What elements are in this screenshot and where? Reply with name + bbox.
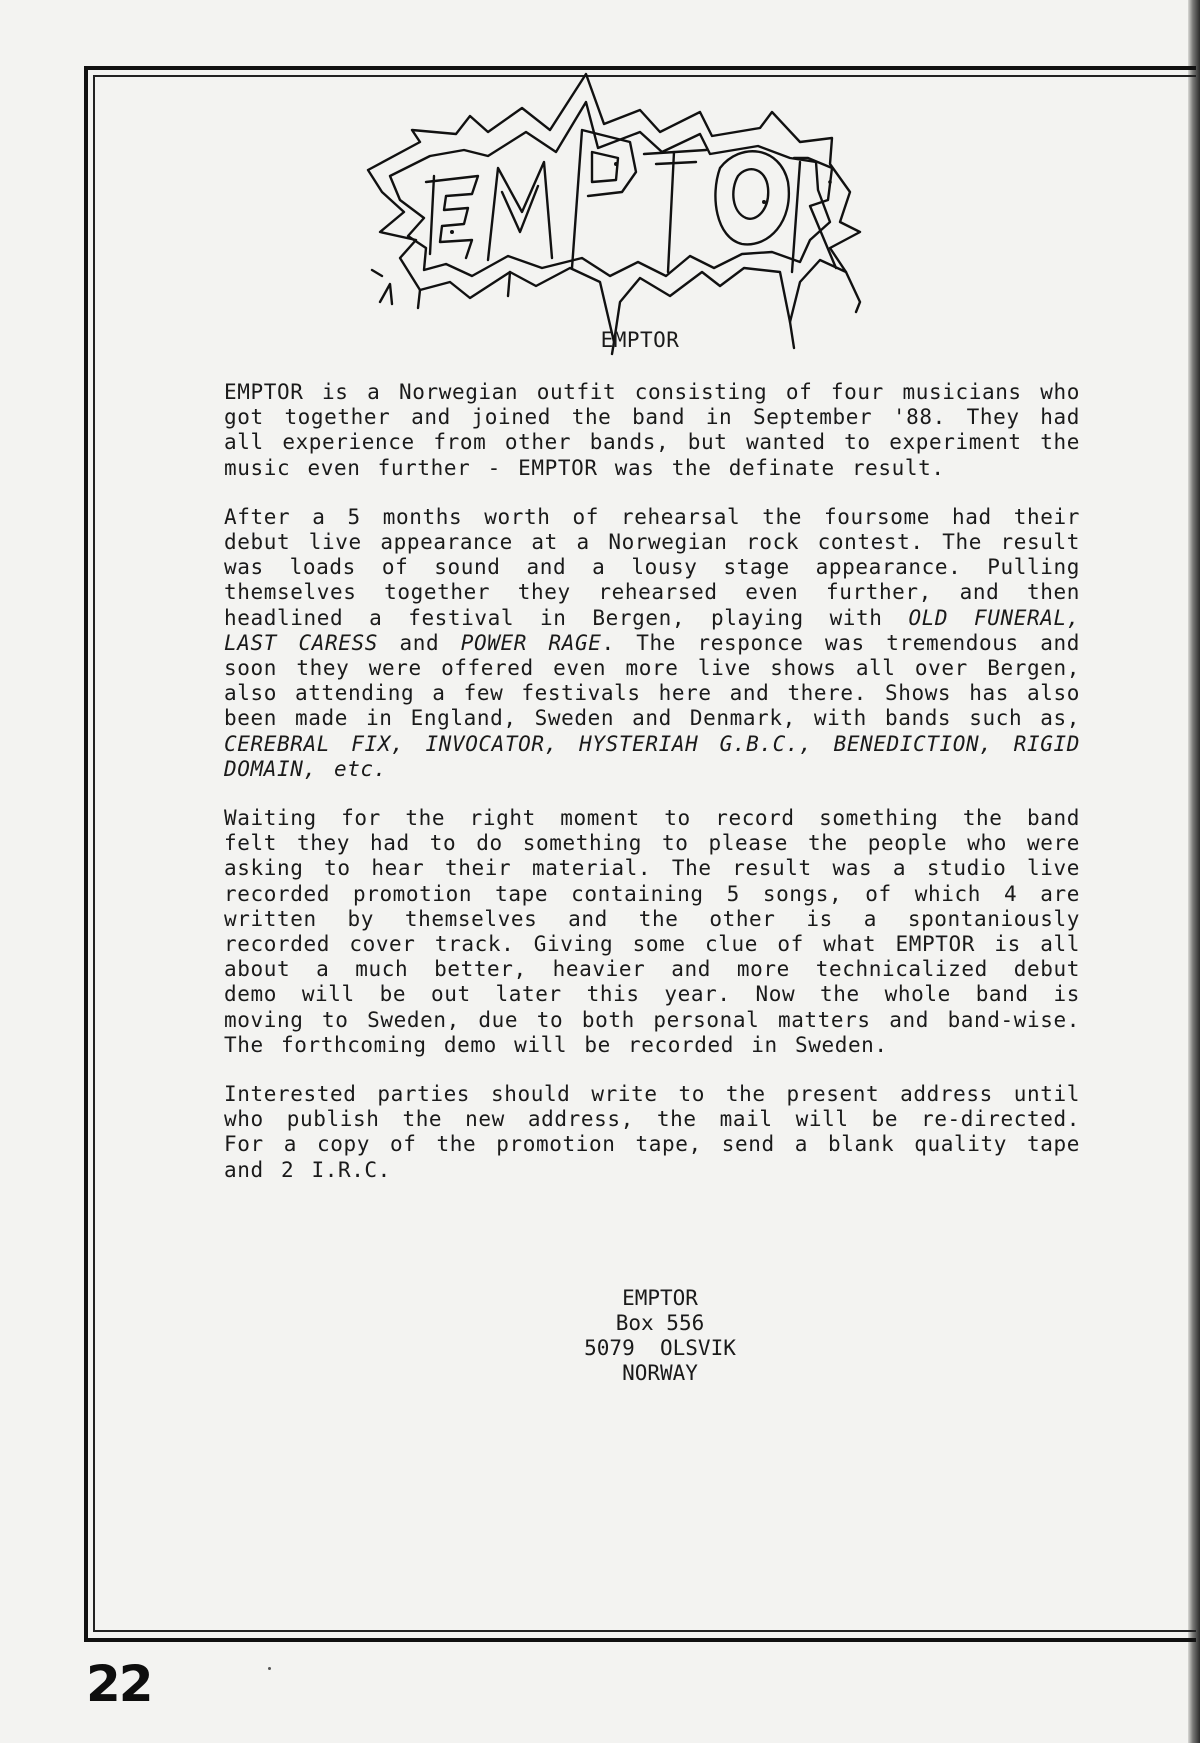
logo-caption: EMPTOR (600, 328, 680, 352)
text-segment: . The responce was tremendous and soon they were offered even more live shows all over Bergen, also attending a few festivals here and there. Shows has also been made in England, Sweden and Denmark, with bands such as, (224, 630, 1080, 731)
paragraph-contact: Interested parties should write to the present address until who publish the new address, the mail will be re-directed. For a copy of the promotion tape, send a blank quality tape and 2 I.R.C. (224, 1082, 1080, 1182)
text-segment: and (377, 630, 461, 655)
band-logo (360, 72, 960, 362)
band-names-italic: POWER RAGE (460, 630, 602, 655)
band-names-italic: CEREBRAL FIX, INVOCATOR, HYSTERIAH G.B.C., BENEDICTION, RIGID DOMAIN, etc. (224, 731, 1080, 781)
paragraph-recording: Waiting for the right moment to record something the band felt they had to do something to please the people who were asking to hear their material. The result was a studio live recorded promotion tape containing 5 songs, of which 4 are written by themselves and the other is a spontaniously recorded cover track. Giving some clue of what EMPTOR is all about a much better, heavier and more technicalized debut demo will be out later this year. Now the whole band is moving to Sweden, due to both personal matters and band-wise. The forthcoming demo will be recorded in Sweden. (224, 806, 1080, 1057)
address-line: NORWAY (622, 1361, 698, 1385)
article-body (224, 380, 1080, 1207)
contact-address (520, 1286, 800, 1386)
address-line: Box 556 (615, 1311, 705, 1335)
band-names-italic: OLD FUNERAL, LAST CARESS (224, 605, 1080, 655)
text-segment: After a 5 months worth of rehearsal the foursome had their debut live appearance at a Norwegian rock contest. The result was loads of sound and a lousy stage appearance. Pulling themselves together they rehearsed even further, and then headlined a festival in Bergen, playing with (224, 504, 1080, 630)
paragraph-live-history (224, 505, 1080, 782)
page-number: 22 (86, 1655, 152, 1713)
address-line: 5079 OLSVIK (584, 1336, 736, 1360)
paper-speck (268, 1667, 271, 1670)
paragraph-intro: EMPTOR is a Norwegian outfit consisting of four musicians who got together and joined the band in September '88. They had all experience from other bands, but wanted to experiment the music even further - EMPTOR was the definate result. (224, 380, 1080, 480)
address-line: EMPTOR (622, 1286, 698, 1310)
emptor-logo-drawing (360, 72, 960, 362)
